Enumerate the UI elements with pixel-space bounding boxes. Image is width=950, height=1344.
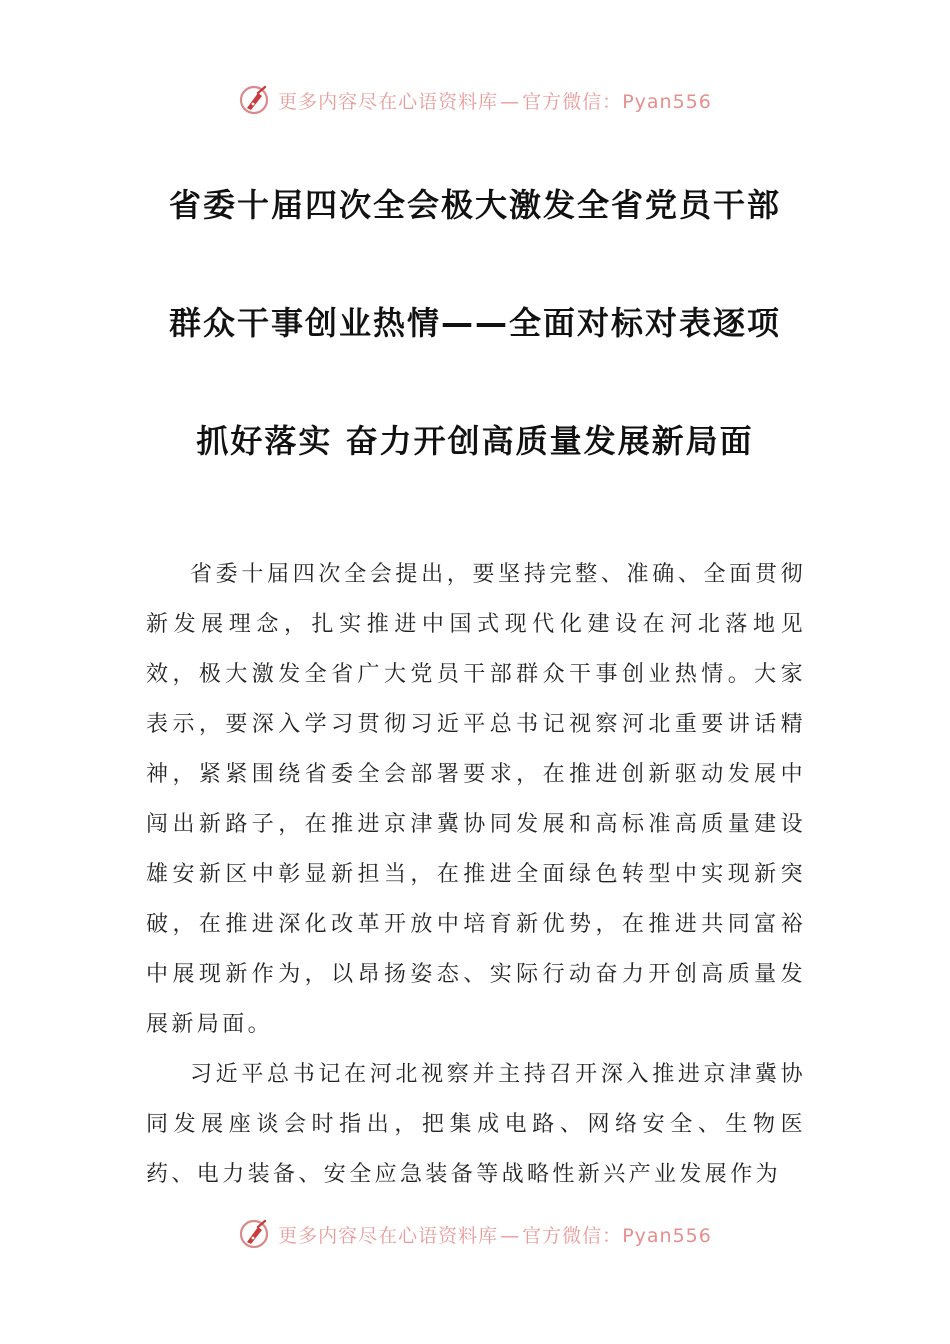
watermark-header — [0, 82, 950, 118]
body-paragraph: 省委十届四次全会提出，要坚持完整、准确、全面贯彻新发展理念，扎实推进中国式现代化建设在河北落地见效，极大激发全省广大党员干部群众干事创业热情。大家表示，要深入学习贯彻习近平总书记视察河北重要讲话精神，紧紧围绕省委全会部署要求，在推进创新驱动发展中闯出新路子，在推进京津冀协同发展和高标准高质量建设雄安新区中彰显新担当，在推进全面绿色转型中实现新突破，在推进深化改革开放中培育新优势，在推进共同富裕中展现新作为，以昂扬姿态、实际行动奋力开创高质量发展新局面。 — [146, 562, 806, 1037]
watermark-separator: — — [500, 90, 521, 113]
watermark-text — [278, 1221, 712, 1248]
pen-nib-icon — [238, 83, 272, 117]
watermark-contact-label: 官方微信： — [522, 90, 623, 113]
document-body — [146, 550, 806, 1200]
watermark-brand: 更多内容尽在心语资料库 — [278, 1224, 499, 1247]
document-title-line-1: 省委十届四次全会极大激发全省党员干部 — [168, 186, 781, 224]
document-title-line-2: 群众干事创业热情——全面对标对表逐项 — [168, 304, 781, 342]
body-paragraph: 习近平总书记在河北视察并主持召开深入推进京津冀协同发展座谈会时指出，把集成电路、网络安全、生物医药、电力装备、安全应急装备等战略性新兴产业发展作为 — [146, 1062, 806, 1187]
watermark-contact-handle: Pyan556 — [622, 90, 712, 113]
watermark-text — [278, 87, 712, 114]
watermark-contact-label: 官方微信： — [522, 1224, 623, 1247]
watermark-separator: — — [500, 1224, 521, 1247]
watermark-brand: 更多内容尽在心语资料库 — [278, 90, 499, 113]
document-title-line-3: 抓好落实 奋力开创高质量发展新局面 — [196, 422, 754, 460]
watermark-contact-handle: Pyan556 — [622, 1224, 712, 1247]
watermark-footer — [0, 1216, 950, 1252]
pen-nib-icon — [238, 1217, 272, 1251]
